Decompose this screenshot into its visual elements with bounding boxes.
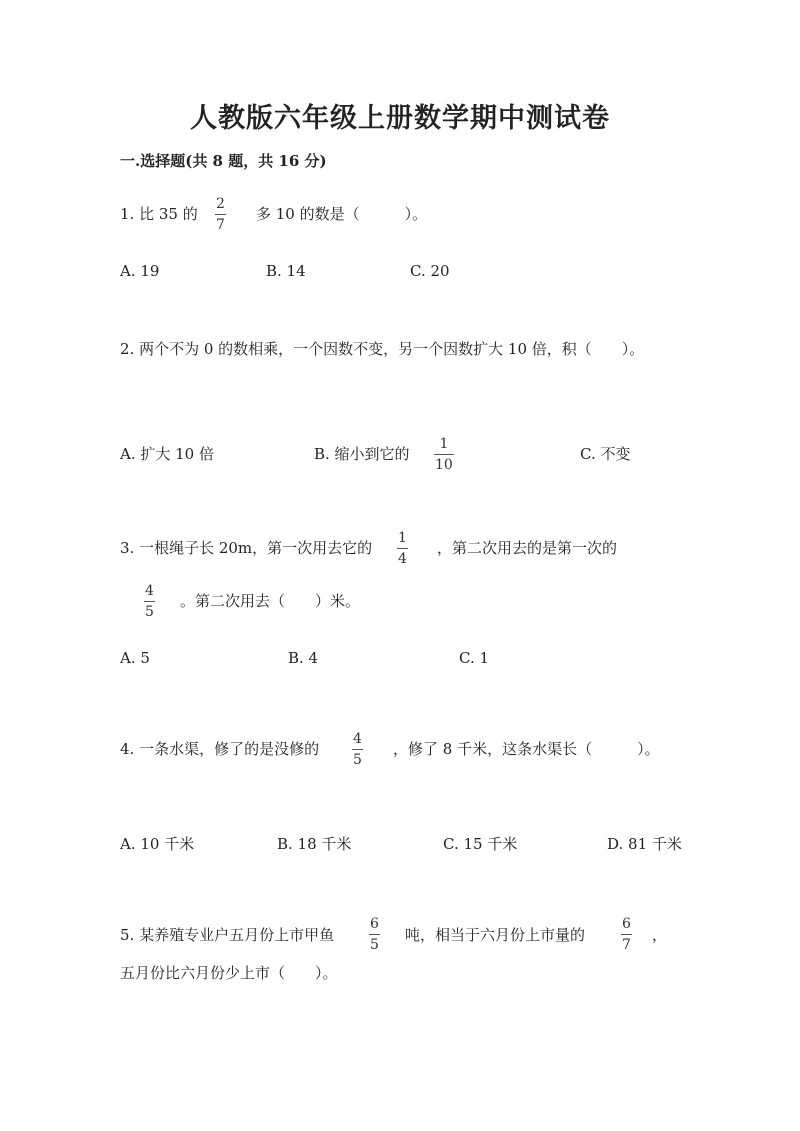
question-4-option-a[interactable]: A. 10 千米	[120, 835, 195, 853]
question-1-option-a[interactable]: A. 19	[120, 262, 160, 280]
fraction-denominator: 5	[353, 752, 362, 768]
fraction-bar	[434, 454, 454, 455]
fraction-bar	[144, 601, 155, 602]
question-3-option-a[interactable]: A. 5	[120, 649, 150, 667]
fraction-denominator: 7	[622, 937, 631, 953]
fraction-denominator: 5	[145, 604, 154, 620]
fraction-bar	[352, 749, 363, 750]
fraction-denominator: 4	[398, 551, 407, 567]
question-5-comma: ，	[652, 926, 668, 944]
fraction-bar	[397, 548, 408, 549]
question-3-option-b[interactable]: B. 4	[288, 649, 319, 667]
question-2-option-b[interactable]: B. 缩小到它的	[314, 445, 410, 463]
question-2-option-a[interactable]: A. 扩大 10 倍	[120, 445, 214, 463]
fraction-denominator: 10	[435, 457, 453, 473]
fraction-bar	[369, 934, 380, 935]
question-4-option-b[interactable]: B. 18 千米	[277, 835, 352, 853]
question-1-text-end: 多 10 的数是（ ）。	[256, 205, 428, 223]
question-5-text-middle: 吨，相当于六月份上市量的	[405, 926, 586, 944]
fraction-numerator: 4	[145, 583, 154, 599]
page-title: 人教版六年级上册数学期中测试卷	[190, 103, 610, 134]
question-2-text: 2. 两个不为 0 的数相乘，一个因数不变，另一个因数扩大 10 倍，积（ ）。	[120, 340, 645, 358]
question-4-text: 4. 一条水渠，修了的是没修的	[120, 740, 320, 758]
question-3-fraction-1	[397, 531, 408, 566]
question-2-option-c[interactable]: C. 不变	[580, 445, 631, 463]
question-3-text-middle: ，第二次用去的是第一次的	[437, 539, 618, 557]
question-4-fraction	[352, 732, 363, 767]
question-3-text-end: 。第二次用去（ ）米。	[180, 592, 361, 610]
fraction-numerator: 6	[370, 916, 379, 932]
question-1-fraction	[215, 197, 226, 232]
question-1-option-b[interactable]: B. 14	[266, 262, 306, 280]
question-1-text: 1. 比 35 的	[120, 205, 198, 223]
question-5-fraction-1	[369, 917, 380, 952]
fraction-numerator: 2	[216, 196, 225, 212]
question-4-text-end: ，修了 8 千米，这条水渠长（ ）。	[393, 740, 660, 758]
question-5-text-end: 五月份比六月份少上市（ ）。	[120, 964, 338, 982]
question-5-text: 5. 某养殖专业户五月份上市甲鱼	[120, 926, 335, 944]
question-4-option-d[interactable]: D. 81 千米	[607, 835, 682, 853]
question-1-option-c[interactable]: C. 20	[410, 262, 450, 280]
fraction-numerator: 1	[398, 530, 407, 546]
fraction-denominator: 5	[370, 937, 379, 953]
fraction-denominator: 7	[216, 217, 225, 233]
question-3-option-c[interactable]: C. 1	[459, 649, 490, 667]
question-3-text: 3. 一根绳子长 20m，第一次用去它的	[120, 539, 373, 557]
question-4-option-c[interactable]: C. 15 千米	[443, 835, 518, 853]
fraction-numerator: 1	[439, 436, 449, 452]
fraction-numerator: 6	[622, 916, 631, 932]
section-heading: 一.选择题(共 8 题，共 16 分)	[120, 152, 327, 170]
fraction-numerator: 4	[353, 731, 362, 747]
question-5-fraction-2	[621, 917, 632, 952]
question-2-fraction	[434, 437, 454, 472]
fraction-bar	[215, 214, 226, 215]
fraction-bar	[621, 934, 632, 935]
question-3-fraction-2	[144, 584, 155, 619]
